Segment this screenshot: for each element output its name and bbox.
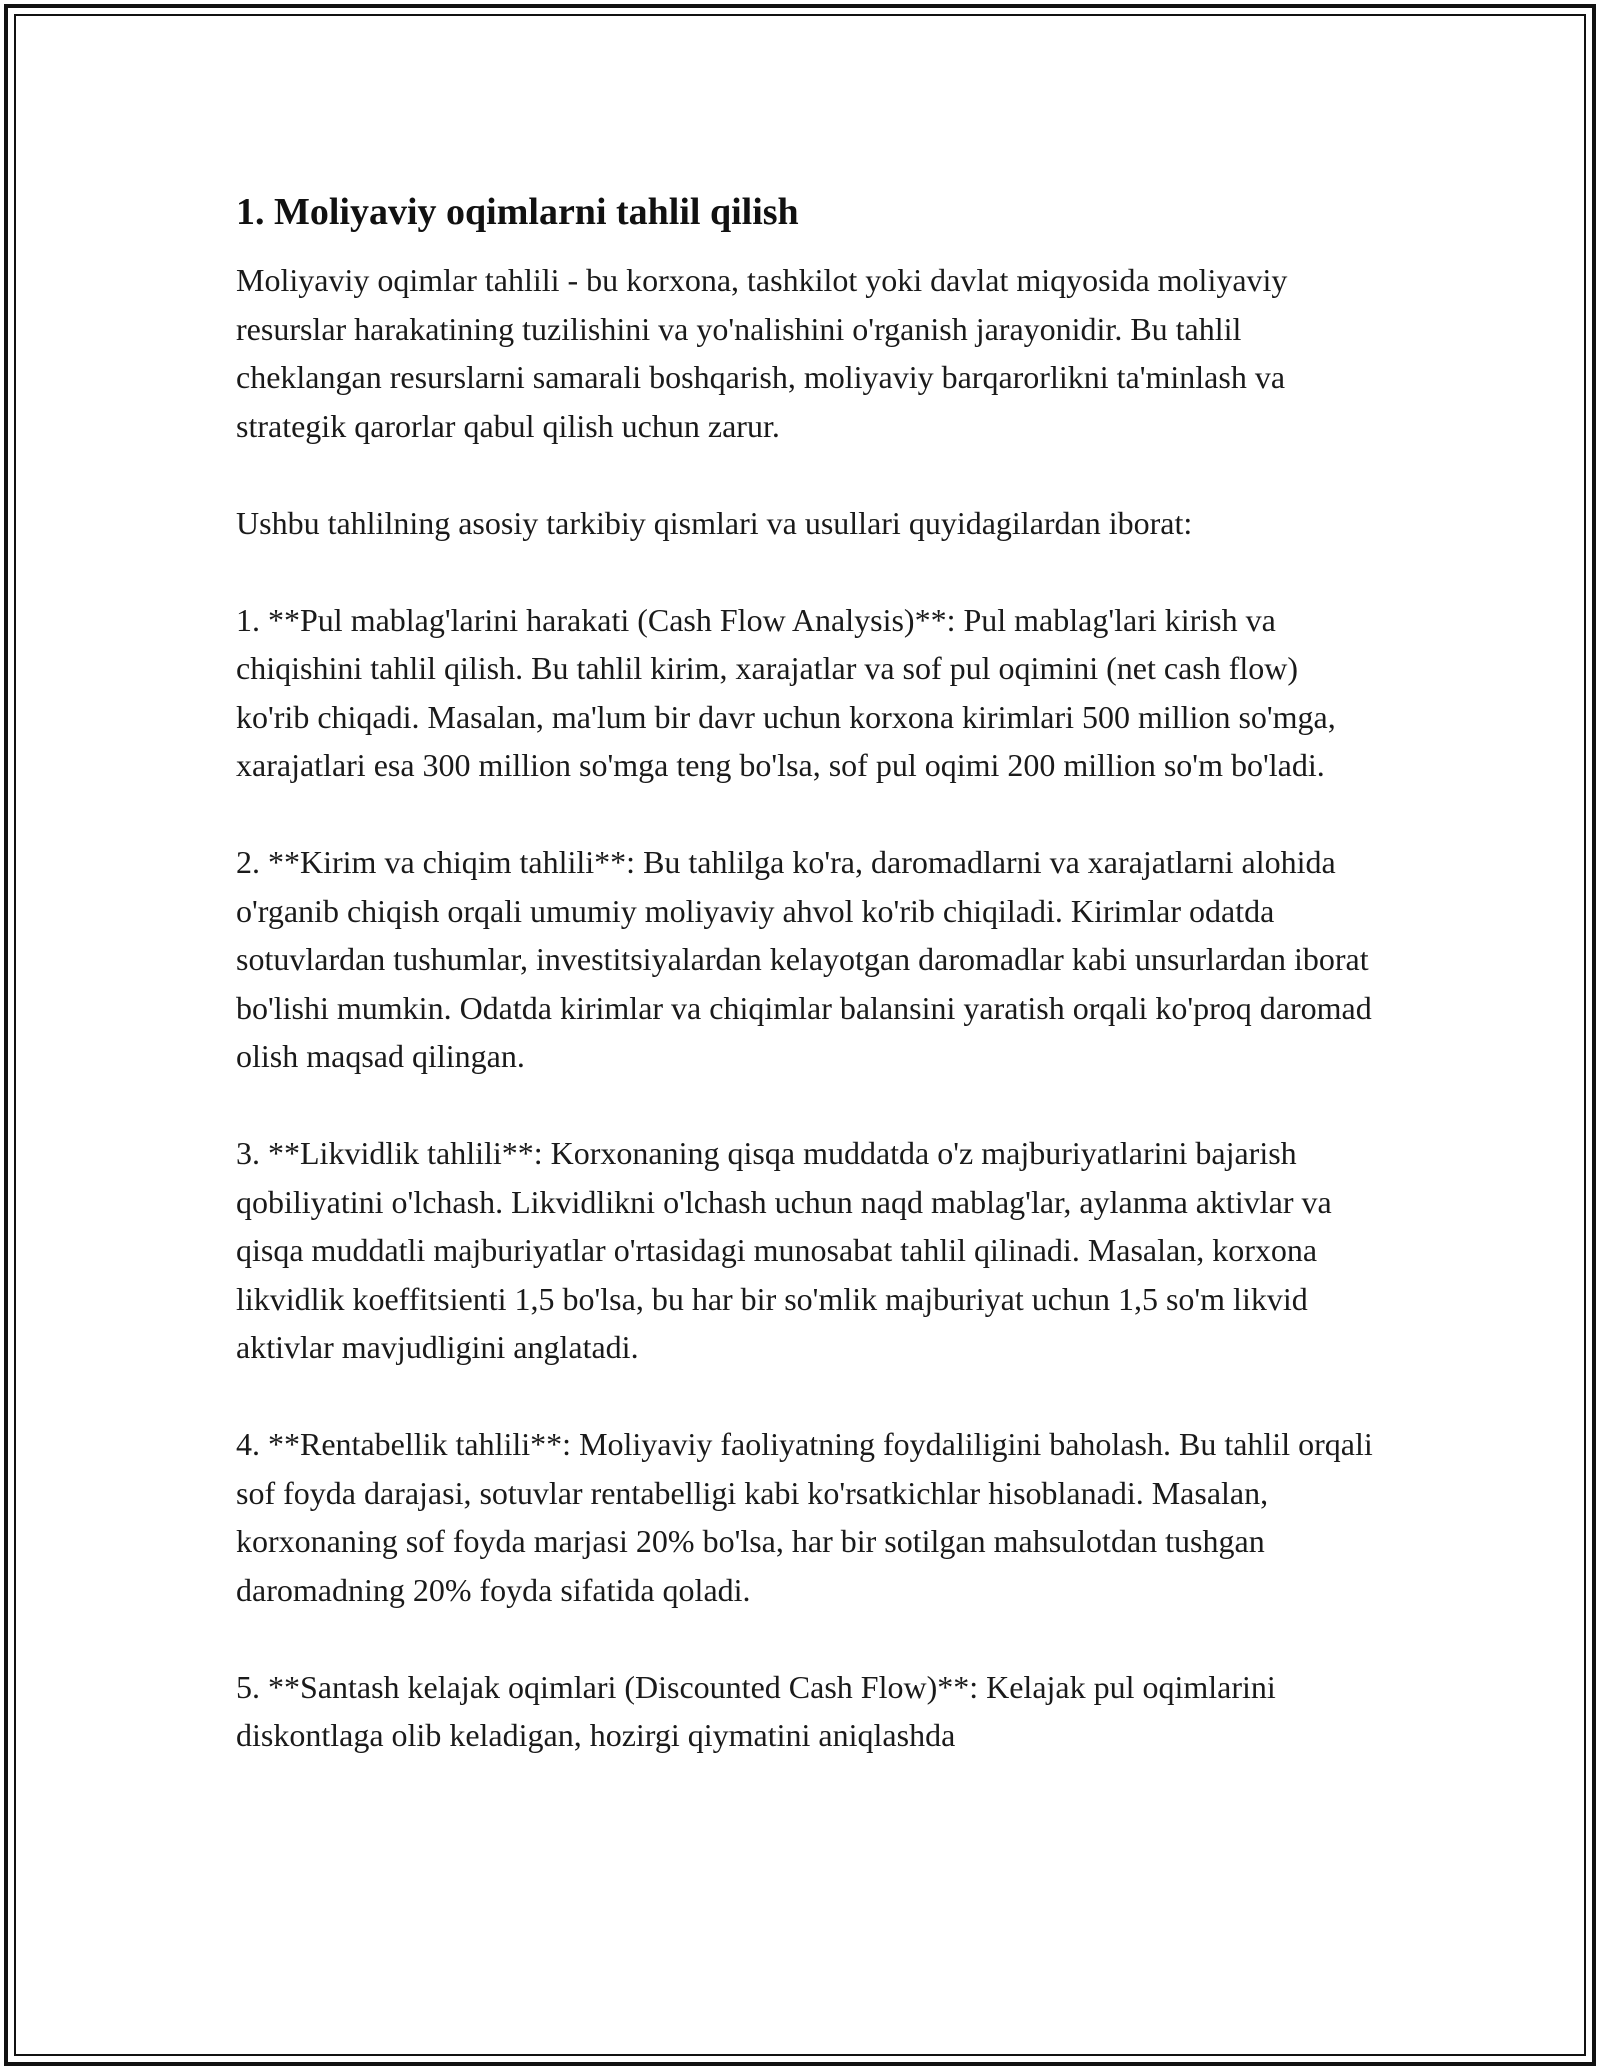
- paragraph-intro: Moliyaviy oqimlar tahlili - bu korxona, tashkilot yoki davlat miqyosida moliyaviy resurslar harakatining tuzilishini va yo'nalishini o'rganish jarayonidir. Bu tahlil cheklangan resurslarni samarali boshqarish, moliyaviy barqarorlikni ta'minlash va strategik qarorlar qabul qilish uchun zarur.: [236, 262, 1288, 444]
- paragraph-item-5-discounted-cash-flow: 5. **Santash kelajak oqimlari (Discounted Cash Flow)**: Kelajak pul oqimlarini diskontlaga olib keladigan, hozirgi qiymatini aniqlashda: [236, 1668, 1276, 1753]
- section-heading: 1. Moliyaviy oqimlarni tahlil qilish: [236, 191, 799, 233]
- paragraph-item-3-liquidity: 3. **Likvidlik tahlili**: Korxonaning qisqa muddatda o'z majburiyatlarini bajarish qobiliyatini o'lchash. Likvidlikni o'lchash uchun naqd mablag'lar, aylanma aktivlar va qisqa muddatli majburiyatlar o'rtasidagi munosabat tahlil qilinadi. Masalan, korxona likvidlik koeffitsienti 1,5 bo'lsa, bu har bir so'mlik majburiyat uchun 1,5 so'm likvid aktivlar mavjudligini anglatadi.: [236, 1135, 1332, 1365]
- paragraph-components-lead: Ushbu tahlilning asosiy tarkibiy qismlari va usullari quyidagilardan iborat:: [236, 504, 1193, 541]
- paragraph-item-1-cash-flow: 1. **Pul mablag'larini harakati (Cash Flow Analysis)**: Pul mablag'lari kirish va chiqishini tahlil qilish. Bu tahlil kirim, xarajatlar va sof pul oqimini (net cash flow) ko'rib chiqadi. Masalan, ma'lum bir davr uchun korxona kirimlari 500 million so'mga, xarajatlari esa 300 million so'mga teng bo'lsa, sof pul oqimi 200 million so'm bo'ladi.: [236, 601, 1336, 783]
- paragraph-item-4-profitability: 4. **Rentabellik tahlili**: Moliyaviy faoliyatning foydaliligini baholash. Bu tahlil orqali sof foyda darajasi, sotuvlar rentabelligi kabi ko'rsatkichlar hisoblanadi. Masalan, korxonaning sof foyda marjasi 20% bo'lsa, har bir sotilgan mahsulotdan tushgan daromadning 20% foyda sifatida qoladi.: [236, 1426, 1373, 1608]
- document-body: [236, 186, 1376, 1808]
- paragraph-item-2-income-expense: 2. **Kirim va chiqim tahlili**: Bu tahlilga ko'ra, daromadlarni va xarajatlarni alohida o'rganib chiqish orqali umumiy moliyaviy ahvol ko'rib chiqiladi. Kirimlar odatda sotuvlardan tushumlar, investitsiyalardan kelayotgan daromadlar kabi unsurlardan iborat bo'lishi mumkin. Odatda kirimlar va chiqimlar balansini yaratish orqali ko'proq daromad olish maqsad qilingan.: [236, 844, 1372, 1074]
